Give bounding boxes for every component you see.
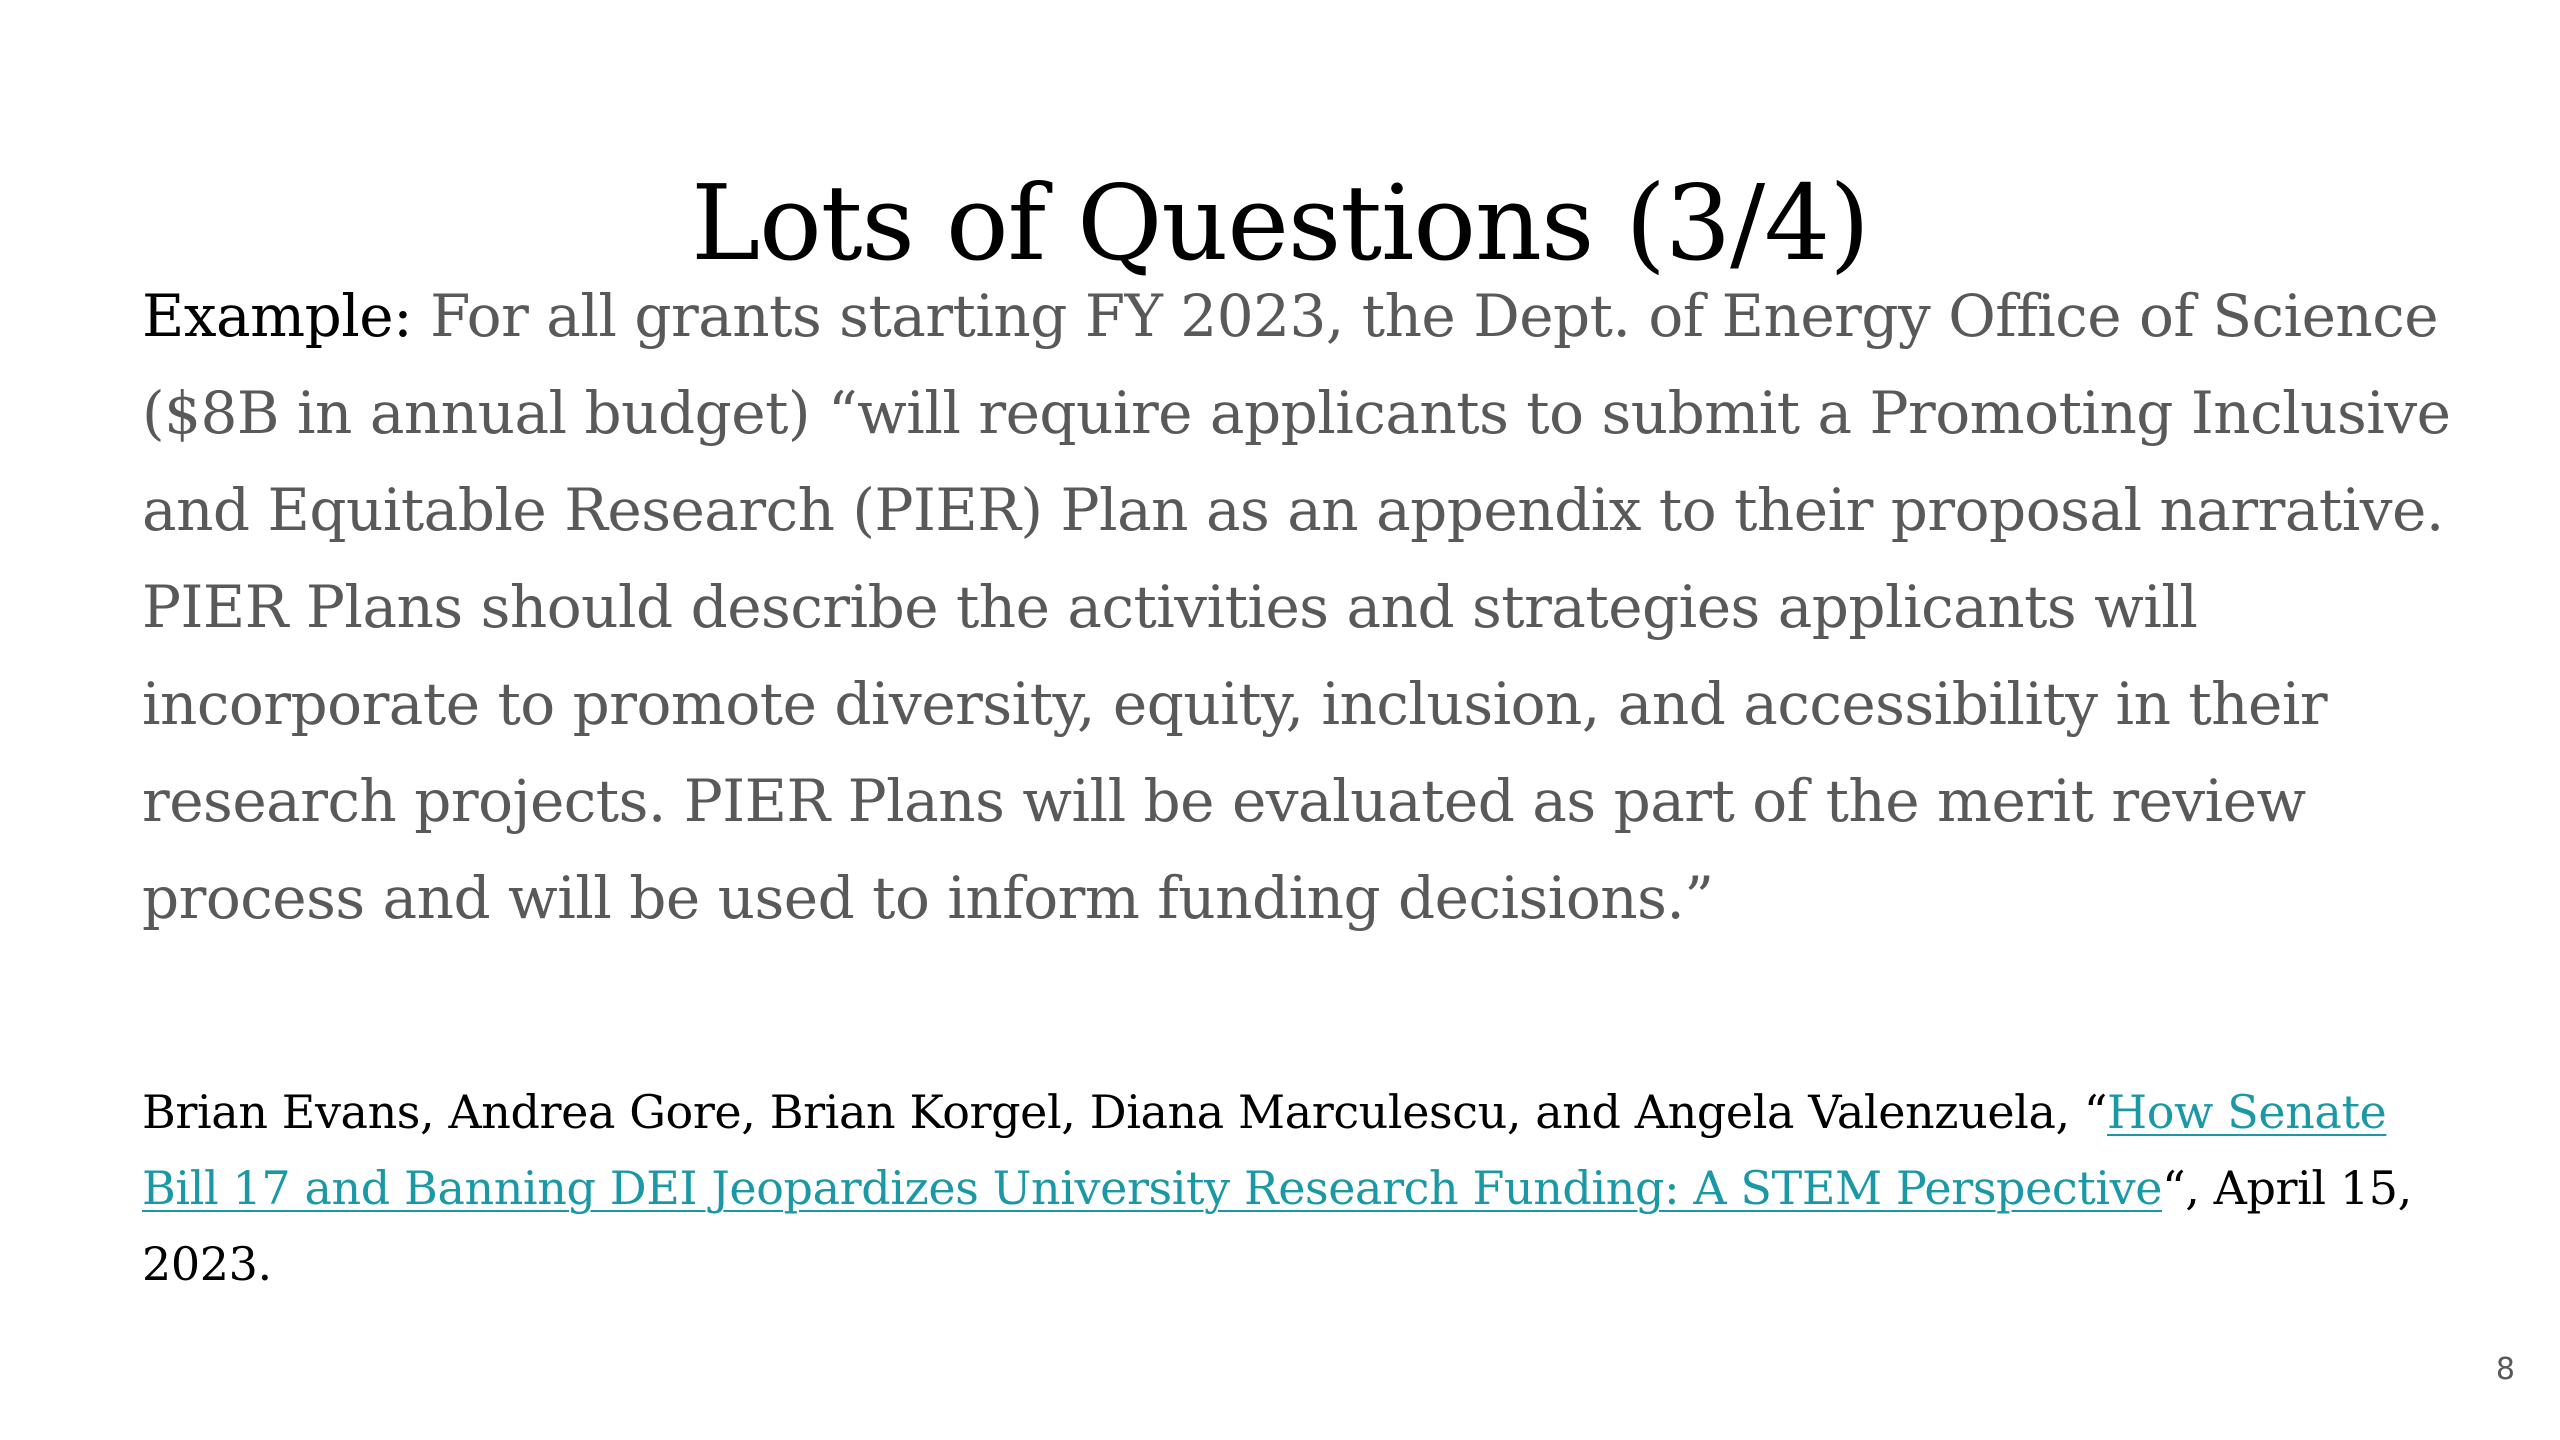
example-lead: Example: xyxy=(142,282,431,350)
slide-title: Lots of Questions (3/4) xyxy=(691,161,1869,284)
citation-authors: Brian Evans, Andrea Gore, Brian Korgel, Diana Marculescu, and Angela Valenzuela, “ xyxy=(142,1085,2108,1139)
citation xyxy=(142,1074,2472,1302)
citation-date: “, April 15, 2023. xyxy=(142,1161,2412,1291)
example-text: For all grants starting FY 2023, the Dept. of Energy Office of Science ($8B in annual budget) “will require applicants to submit a Promoting Inclusive and Equitable Research (PIER) Plan as an appendix to their proposal narrative. PIER Plans should describe the activities and strategies applicants will incorporate to promote diversity, equity, inclusion, and accessibility in their research projects. PIER Plans will be evaluated as part of the merit review process and will be used to inform funding decisions.” xyxy=(142,282,2451,932)
slide-body xyxy=(142,268,2512,947)
page-number: 8 xyxy=(2495,1352,2515,1387)
citation-link[interactable]: How Senate Bill 17 and Banning DEI Jeopardizes University Research Funding: A STEM Perspective xyxy=(142,1085,2387,1215)
